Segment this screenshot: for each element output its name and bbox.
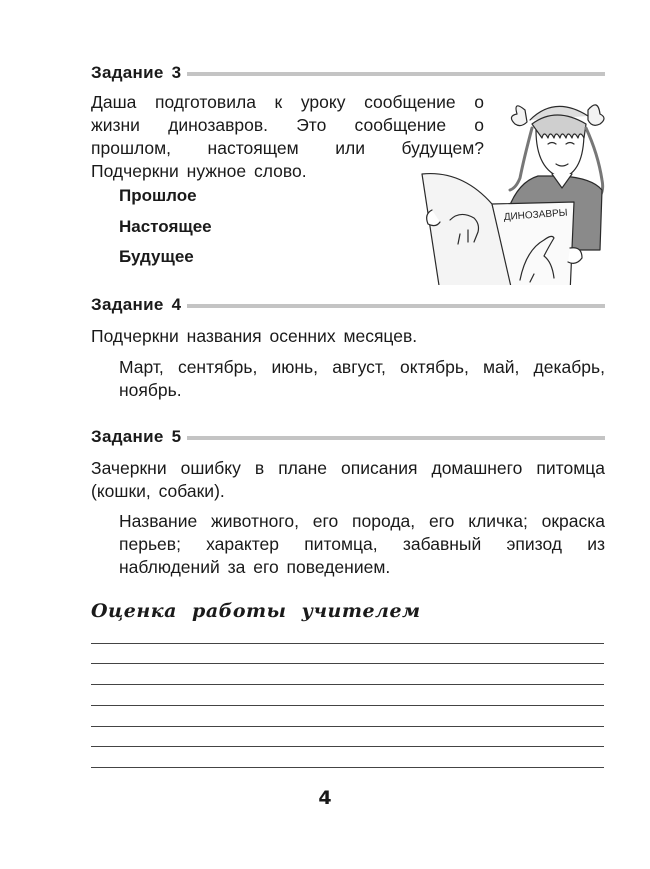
option-future[interactable]: Будущее <box>119 247 194 266</box>
option-past[interactable]: Прошлое <box>119 186 197 205</box>
writing-line[interactable] <box>91 767 604 768</box>
task-3-options <box>119 186 212 278</box>
writing-line[interactable] <box>91 746 604 747</box>
writing-line[interactable] <box>91 663 604 664</box>
page-number: 4 <box>318 787 332 809</box>
months-list[interactable]: Март, сентябрь, июнь, август, октябрь, май, декабрь, ноябрь. <box>119 357 605 400</box>
girl-reading-book-illustration <box>420 80 605 285</box>
description-plan[interactable]: Название животного, его порода, его кличка; окраска перьев; характер питомца, забавный эпизод из наблюдений за его поведением. <box>119 511 605 577</box>
writing-line[interactable] <box>91 726 604 727</box>
task-4-title: Задание 4 <box>91 295 182 314</box>
writing-line[interactable] <box>91 684 604 685</box>
writing-line[interactable] <box>91 643 604 644</box>
divider <box>187 436 605 440</box>
evaluation-title: Оценка работы учителем <box>91 600 421 622</box>
task-5-title: Задание 5 <box>91 427 182 446</box>
task-4-header <box>91 293 605 317</box>
svg-text:ДИНОЗАВРЫ: ДИНОЗАВРЫ <box>503 207 568 223</box>
task-3-title: Задание 3 <box>91 63 182 82</box>
task-5-text: Зачеркни ошибку в плане описания домашнего питомца (кошки, собаки). <box>91 458 605 501</box>
task-3-text: Даша подготовила к уроку сообщение о жизни динозавров. Это сообщение о прошлом, настоящем или будущем? Подчеркни нужное слово. <box>91 92 484 181</box>
option-present[interactable]: Настоящее <box>119 216 212 236</box>
task-4-text: Подчеркни названия осенних месяцев. <box>91 326 418 346</box>
divider <box>187 72 605 76</box>
divider <box>187 304 605 308</box>
writing-line[interactable] <box>91 705 604 706</box>
task-5-header <box>91 425 605 449</box>
